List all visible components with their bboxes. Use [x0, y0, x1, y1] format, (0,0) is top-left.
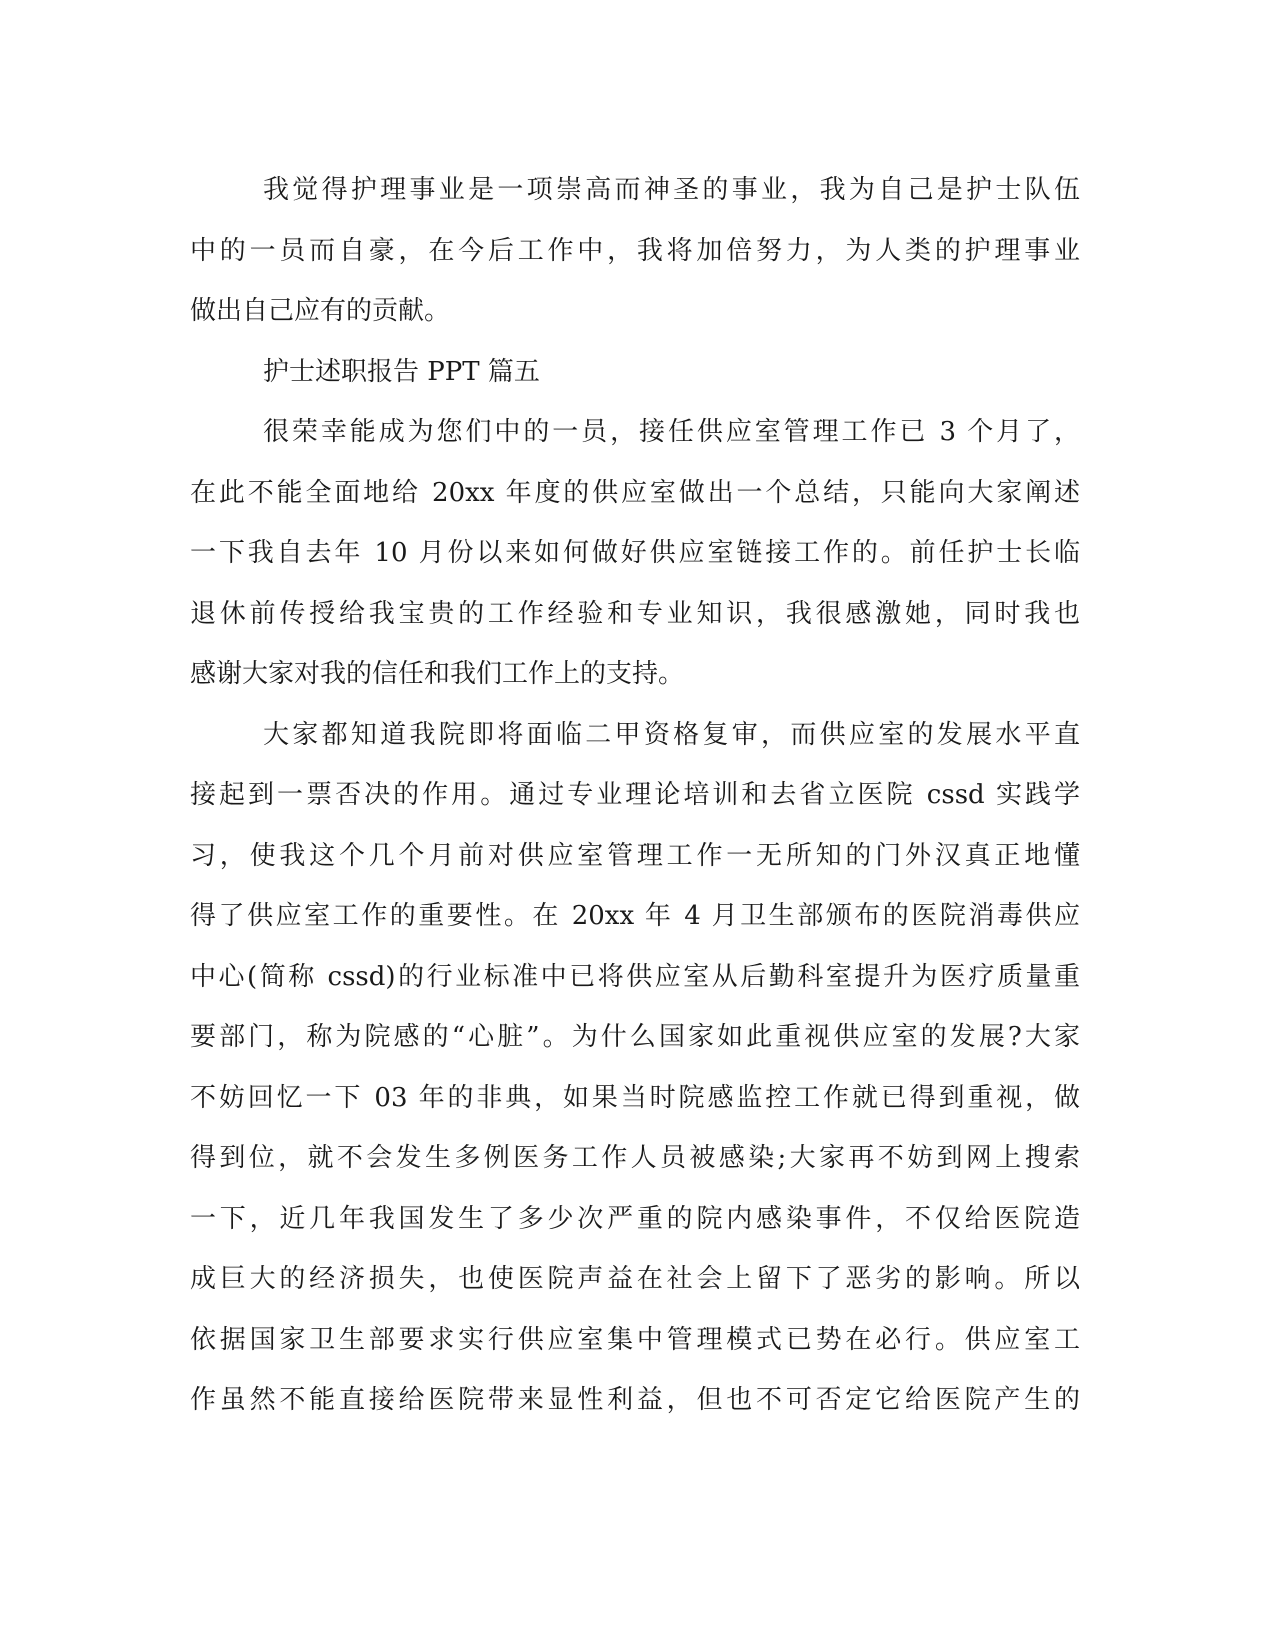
paragraph-3-line-3: 习，使我这个几个月前对供应室管理工作一无所知的门外汉真正地懂: [190, 840, 1080, 871]
paragraph-3-line-1: 大家都知道我院即将面临二甲资格复审，而供应室的发展水平直: [263, 719, 1080, 750]
paragraph-3-line-12: 作虽然不能直接给医院带来显性利益，但也不可否定它给医院产生的: [190, 1385, 1080, 1415]
paragraph-1-line-3: 做出自己应有的贡献。: [190, 296, 451, 326]
paragraph-2-line-4: 退休前传授给我宝贵的工作经验和专业知识，我很感激她，同时我也: [190, 598, 1080, 629]
paragraph-2-line-5: 感谢大家对我的信任和我们工作上的支持。: [190, 659, 685, 689]
paragraph-3-line-8: 得到位，就不会发生多例医务工作人员被感染;大家再不妨到网上搜索: [190, 1143, 1080, 1173]
paragraph-1-line-2: 中的一员而自豪，在今后工作中，我将加倍努力，为人类的护理事业: [190, 235, 1080, 266]
paragraph-1-line-1: 我觉得护理事业是一项崇高而神圣的事业，我为自己是护士队伍: [263, 175, 1080, 205]
paragraph-2-line-2: 在此不能全面地给 20xx 年度的供应室做出一个总结，只能向大家阐述: [190, 477, 1080, 508]
paragraph-2-line-3: 一下我自去年 10 月份以来如何做好供应室链接工作的。前任护士长临: [190, 538, 1080, 568]
paragraph-3-line-11: 依据国家卫生部要求实行供应室集中管理模式已势在必行。供应室工: [190, 1324, 1080, 1355]
paragraph-3-line-7: 不妨回忆一下 03 年的非典，如果当时院感监控工作就已得到重视，做: [190, 1082, 1080, 1113]
paragraph-3-line-9: 一下，近几年我国发生了多少次严重的院内感染事件，不仅给医院造: [190, 1203, 1080, 1234]
paragraph-3-line-4: 得了供应室工作的重要性。在 20xx 年 4 月卫生部颁布的医院消毒供应: [190, 901, 1080, 931]
paragraph-3-line-2: 接起到一票否决的作用。通过专业理论培训和去省立医院 cssd 实践学: [190, 780, 1080, 810]
paragraph-3-line-10: 成巨大的经济损失，也使医院声益在社会上留下了恶劣的影响。所以: [190, 1264, 1080, 1294]
document-body: [190, 160, 1080, 1431]
paragraph-3-line-6: 要部门，称为院感的“心脏”。为什么国家如此重视供应室的发展?大家: [190, 1022, 1080, 1052]
section-heading: 护士述职报告 PPT 篇五: [263, 356, 540, 387]
paragraph-2-line-1: 很荣幸能成为您们中的一员，接任供应室管理工作已 3 个月了，: [263, 417, 1080, 447]
paragraph-3-line-5: 中心(简称 cssd)的行业标准中已将供应室从后勤科室提升为医疗质量重: [190, 961, 1080, 992]
